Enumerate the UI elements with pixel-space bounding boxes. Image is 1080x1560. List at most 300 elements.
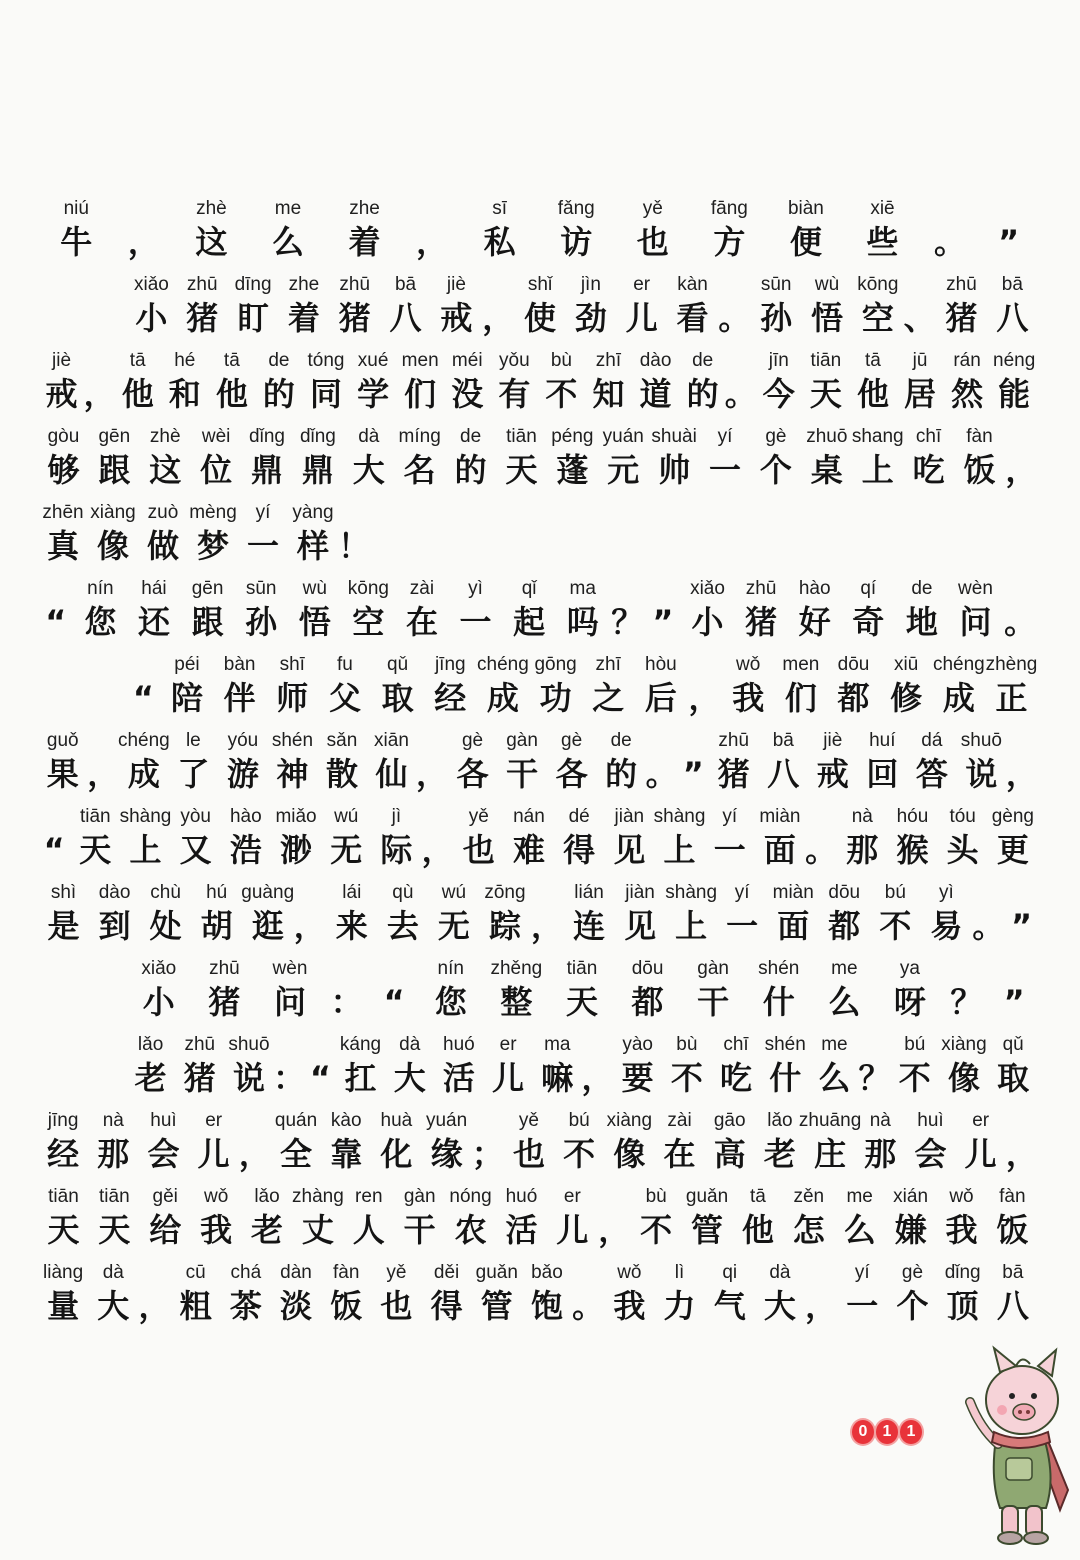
hanzi: 处 [149,907,182,945]
pinyin: lǎo [137,1034,164,1055]
hanzi-cell [192,956,258,1022]
hanzi: 仙 [375,755,408,793]
hanzi: 全 [280,1135,313,1173]
hanzi-cell [936,272,987,338]
hanzi-cell [171,804,221,870]
text-line [38,196,1038,272]
pinyin: hú [206,882,228,903]
hanzi: 庄 [814,1135,847,1173]
hanzi-cell [38,348,85,414]
pinyin: lì [674,1262,685,1283]
hanzi: 后 [644,679,677,717]
hanzi: 您 [84,603,117,641]
pinyin: tóng [307,350,345,371]
pinyin: dīng [234,274,272,295]
hanzi-cell [234,576,288,642]
hanzi: 帅 [658,451,691,489]
hanzi-cell [808,728,858,794]
hanzi: 孙 [245,603,278,641]
hanzi: 胡 [200,907,233,945]
pinyin: zhuāng [798,1110,862,1131]
hanzi-cell [921,880,972,946]
pinyin: xiē [870,198,895,219]
hanzi: 茶 [229,1287,262,1325]
hanzi-cell [522,1260,572,1326]
hanzi-cell [242,880,293,946]
pinyin: yě [468,806,489,827]
hanzi-cell [126,272,177,338]
pinyin: guǒ [46,730,79,751]
punctuation-cell [126,652,161,718]
hanzi-cell [321,1260,371,1326]
hanzi: 师 [276,679,309,717]
hanzi: 上 [861,451,894,489]
pinyin: me [846,1186,873,1207]
hanzi-cell [89,424,140,490]
pinyin: tiān [79,806,111,827]
pinyin: káng [339,1034,382,1055]
pinyin: rán [953,350,981,371]
pinyin: zhū [339,274,371,295]
pinyin: dà [769,1262,791,1283]
hanzi: 上 [675,907,708,945]
pinyin: fàn [333,1262,360,1283]
hanzi: 怎 [792,1211,825,1249]
hanzi: “ [132,679,154,717]
pinyin: dōu [837,654,870,675]
hanzi: 大 [97,1287,130,1325]
hanzi: 父 [328,679,361,717]
hanzi-cell [596,728,646,794]
hanzi-cell [321,1108,371,1174]
pinyin: jiè [52,350,72,371]
hanzi-cell [635,652,688,718]
hanzi-cell [191,1184,242,1250]
hanzi: 鼎 [251,451,284,489]
hanzi: ， [530,907,563,945]
pinyin: shàng [119,806,172,827]
pinyin: yào [622,1034,653,1055]
pinyin: jiè [446,274,466,295]
hanzi: 散 [325,755,358,793]
hanzi: 缘 [430,1135,463,1173]
hanzi-cell [852,424,903,490]
hanzi-cell [169,728,219,794]
hanzi: 扛 [344,1059,377,1097]
punctuation-cell [1002,576,1038,642]
hanzi: 不 [563,1135,596,1173]
hanzi: 我 [200,1211,233,1249]
hanzi-cell [74,576,128,642]
pinyin: yí [854,1262,870,1283]
hanzi: ， [598,1211,631,1249]
hanzi-cell [238,500,288,566]
pinyin: péng [551,426,594,447]
pinyin: men [782,654,820,675]
hanzi-cell [177,272,228,338]
hanzi-cell [336,1032,385,1098]
hanzi: 猪 [745,603,778,641]
pinyin: yí [255,502,271,523]
hanzi: 成 [942,679,975,717]
hanzi: 些 [866,223,899,261]
hanzi-cell [812,956,878,1022]
pinyin: fàn [966,426,993,447]
hanzi-cell [880,652,933,718]
hanzi: 天 [79,831,112,869]
pinyin: dōu [631,958,664,979]
hanzi: 八 [996,1287,1029,1325]
hanzi: 了 [177,755,210,793]
pinyin: nán [513,806,545,827]
hanzi: 桌 [810,451,843,489]
hanzi: ！ [338,527,371,565]
hanzi-cell [944,348,991,414]
hanzi-cell [38,1260,88,1326]
hanzi-cell [991,348,1038,414]
hanzi: 无 [330,831,363,869]
hanzi: 的 [454,451,487,489]
hanzi-cell [496,424,547,490]
hanzi: ， [83,375,116,413]
hanzi: 得 [563,831,596,869]
hanzi: 八 [996,299,1029,337]
hanzi: 梦 [196,527,229,565]
hanzi: 取 [381,679,414,717]
pinyin-text-block [38,196,1038,1336]
pinyin: shǐ [527,274,553,295]
pinyin: hào [798,578,831,599]
pinyin: bú [884,882,906,903]
pinyin: gōng [534,654,577,675]
hanzi: 。 [645,755,678,793]
pinyin: wǒ [203,1186,229,1207]
hanzi: 方 [713,223,746,261]
hanzi-cell [529,652,582,718]
hanzi: 上 [129,831,162,869]
hanzi: ， [138,1287,171,1325]
punctuation-cell [859,1032,890,1098]
pinyin: yòu [180,806,211,827]
hanzi-cell [343,1184,394,1250]
hanzi: 什 [762,983,795,1021]
hanzi: ， [1005,451,1038,489]
pinyin: chéng [117,730,170,751]
pinyin: chá [230,1262,262,1283]
punctuation-cell [646,728,678,794]
hanzi-cell [302,348,349,414]
hanzi: ” [1003,983,1025,1021]
hanzi-cell [679,348,726,414]
hanzi: 饱 [530,1287,563,1325]
pinyin: zhěng [490,958,543,979]
pinyin: dōu [828,882,861,903]
hanzi-cell [855,1108,905,1174]
hanzi-cell [783,1184,834,1250]
hanzi: 老 [763,1135,796,1173]
hanzi-cell [732,1184,783,1250]
pinyin: er [499,1034,517,1055]
hanzi: 猪 [338,299,371,337]
text-line [38,956,1038,1032]
pinyin: děi [433,1262,460,1283]
pinyin: zuò [147,502,179,523]
punctuation-cell [1006,1108,1038,1174]
hanzi-cell [497,728,547,794]
pinyin: dàn [280,1262,312,1283]
hanzi: 到 [98,907,131,945]
pinyin: zhū [186,274,218,295]
pinyin: kào [330,1110,362,1131]
hanzi-cell [428,880,479,946]
pinyin: gàn [697,958,729,979]
pinyin: gēn [98,426,131,447]
hanzi-cell [717,880,768,946]
hanzi-cell [444,348,491,414]
hanzi: ， [1005,1135,1038,1173]
pinyin: chī [723,1034,749,1055]
hanzi: “ [383,983,405,1021]
text-line [38,1260,1038,1336]
hanzi-cell [615,880,666,946]
hanzi-cell [870,880,921,946]
hanzi-cell [896,348,943,414]
hanzi-cell [604,804,654,870]
hanzi-cell [768,880,819,946]
pinyin: chī [915,426,942,447]
pinyin: ren [355,1186,383,1207]
punctuation-cell [921,196,980,262]
pinyin: bú [568,1110,590,1131]
hanzi: 会 [147,1135,180,1173]
hanzi-cell [496,1184,547,1250]
hanzi: 盯 [237,299,270,337]
pinyin: sī [492,198,508,219]
hanzi-cell [705,1108,755,1174]
hanzi: 干 [403,1211,436,1249]
hanzi: 。 [572,1287,605,1325]
hanzi: 知 [592,375,625,413]
punctuation-cell [38,576,74,642]
hanzi: 高 [713,1135,746,1173]
pinyin: sūn [760,274,792,295]
hanzi-cell [788,576,842,642]
hanzi: ？ [950,983,983,1021]
pinyin: yóu [227,730,259,751]
pinyin: zhuō [806,426,848,447]
pinyin: bā [772,730,794,751]
pinyin: tā [749,1186,766,1207]
pinyin: xiǎo [690,578,725,599]
hanzi: 您 [434,983,467,1021]
hanzi: 要 [621,1059,654,1097]
punctuation-cell [645,576,681,642]
pinyin: yí [722,806,738,827]
hanzi: 个 [896,1287,929,1325]
hanzi-cell [949,576,1003,642]
hanzi: 天 [505,451,538,489]
hanzi: 去 [386,907,419,945]
pinyin: wèn [958,578,993,599]
hanzi: 丈 [301,1211,334,1249]
hanzi: 位 [200,451,233,489]
pinyin: sǎn [326,730,358,751]
hanzi-cell [858,728,908,794]
hanzi: 不 [670,1059,703,1097]
hanzi: 着 [348,223,381,261]
hanzi: 上 [663,831,696,869]
hanzi-cell [350,348,397,414]
hanzi: 样 [296,527,329,565]
punctuation-cell [482,272,515,338]
hanzi: 小 [691,603,724,641]
pinyin: jiè [823,730,843,751]
hanzi: 吗 [566,603,599,641]
punctuation-cell [903,272,936,338]
text-line [38,1184,1038,1260]
pinyin: qí [860,578,877,599]
punctuation-cell [805,804,837,870]
pinyin: kàn [677,274,708,295]
hanzi-cell [667,272,718,338]
pinyin: lái [342,882,362,903]
hanzi: 跟 [191,603,224,641]
punctuation-cell [598,1184,631,1250]
hanzi-cell [654,1260,704,1326]
hanzi-cell [119,728,169,794]
hanzi-cell [682,1184,733,1250]
hanzi-cell [554,1108,604,1174]
hanzi: 之 [592,679,625,717]
hanzi: 也 [636,223,669,261]
hanzi: 像 [947,1059,980,1097]
punctuation-cell [1005,880,1038,946]
pinyin: nín [437,958,464,979]
hanzi-cell [565,272,616,338]
piglet-icon [960,1340,1078,1550]
hanzi: ， [87,755,120,793]
hanzi: 够 [47,451,80,489]
pinyin: yě [386,1262,407,1283]
hanzi-cell [890,1032,939,1098]
hanzi: 悟 [298,603,331,641]
hanzi-cell [538,348,585,414]
hanzi: 成 [127,755,160,793]
hanzi-cell [554,804,604,870]
pinyin: wú [334,806,359,827]
pinyin: zhe [349,198,380,219]
hanzi: 牛 [60,223,93,261]
pinyin: er [972,1110,990,1131]
pinyin: chéng [477,654,529,675]
pinyin: bú [904,1034,926,1055]
pinyin: xiǎo [133,274,169,295]
pinyin: fàn [999,1186,1026,1207]
pinyin: jīng [47,1110,79,1131]
hanzi: 同 [310,375,343,413]
pinyin: jīng [434,654,466,675]
hanzi-cell [533,1032,582,1098]
pinyin: me [274,198,302,219]
hanzi-cell [38,880,89,946]
pinyin: xián [893,1186,929,1207]
pinyin: zhū [745,578,777,599]
pinyin: tā [129,350,146,371]
hanzi: 看 [676,299,709,337]
hanzi: 起 [513,603,546,641]
pinyin: nín [87,578,114,599]
hanzi: 戒 [816,755,849,793]
pinyin: zěn [793,1186,825,1207]
hanzi-cell [827,652,880,718]
hanzi: 真 [46,527,79,565]
hanzi: 得 [430,1287,463,1325]
hanzi: 他 [121,375,154,413]
hanzi-cell [654,804,704,870]
pinyin: wǒ [736,654,761,675]
text-line [38,500,1038,576]
pinyin: miàn [759,806,801,827]
pinyin: yì [468,578,483,599]
hanzi: 饭 [330,1287,363,1325]
hanzi: ， [416,223,449,261]
hanzi: 干 [697,983,730,1021]
hanzi-cell [885,1184,936,1250]
hanzi-cell [631,1184,682,1250]
text-line [38,652,1038,728]
hanzi-cell [484,956,550,1022]
hanzi: 他 [215,375,248,413]
hanzi-cell [445,1184,496,1250]
hanzi-cell [394,424,445,490]
hanzi-cell [954,424,1005,490]
hanzi: 陪 [170,679,203,717]
pinyin: cū [185,1262,206,1283]
hanzi-cell [288,576,342,642]
pinyin: kōng [347,578,389,599]
pinyin: huì [150,1110,177,1131]
hanzi-cell [939,1032,988,1098]
hanzi: 伴 [223,679,256,717]
pinyin: hái [141,578,167,599]
hanzi-cell [751,272,802,338]
pinyin: zōng [484,882,526,903]
hanzi: 小 [135,299,168,337]
pinyin: liàng [43,1262,84,1283]
hanzi: 儿 [197,1135,230,1173]
hanzi-cell [798,1108,862,1174]
hanzi-cell [88,1260,138,1326]
pinyin: biàn [787,198,824,219]
hanzi-cell [242,424,293,490]
pinyin: zhū [718,730,750,751]
pinyin: qi [722,1262,738,1283]
hanzi: 是 [47,907,80,945]
hanzi-cell [445,424,496,490]
hanzi-cell [88,500,138,566]
hanzi: 连 [573,907,606,945]
hanzi-cell [802,348,849,414]
hanzi: 吃 [720,1059,753,1097]
hanzi: 鼎 [301,451,334,489]
hanzi: 。 [724,375,757,413]
pinyin: zhèng [985,654,1038,675]
pinyin: dǐng [299,426,336,447]
pinyin: wǒ [949,1186,974,1207]
pinyin: míng [398,426,441,447]
punctuation-cell [677,728,709,794]
hanzi-cell [938,804,988,870]
